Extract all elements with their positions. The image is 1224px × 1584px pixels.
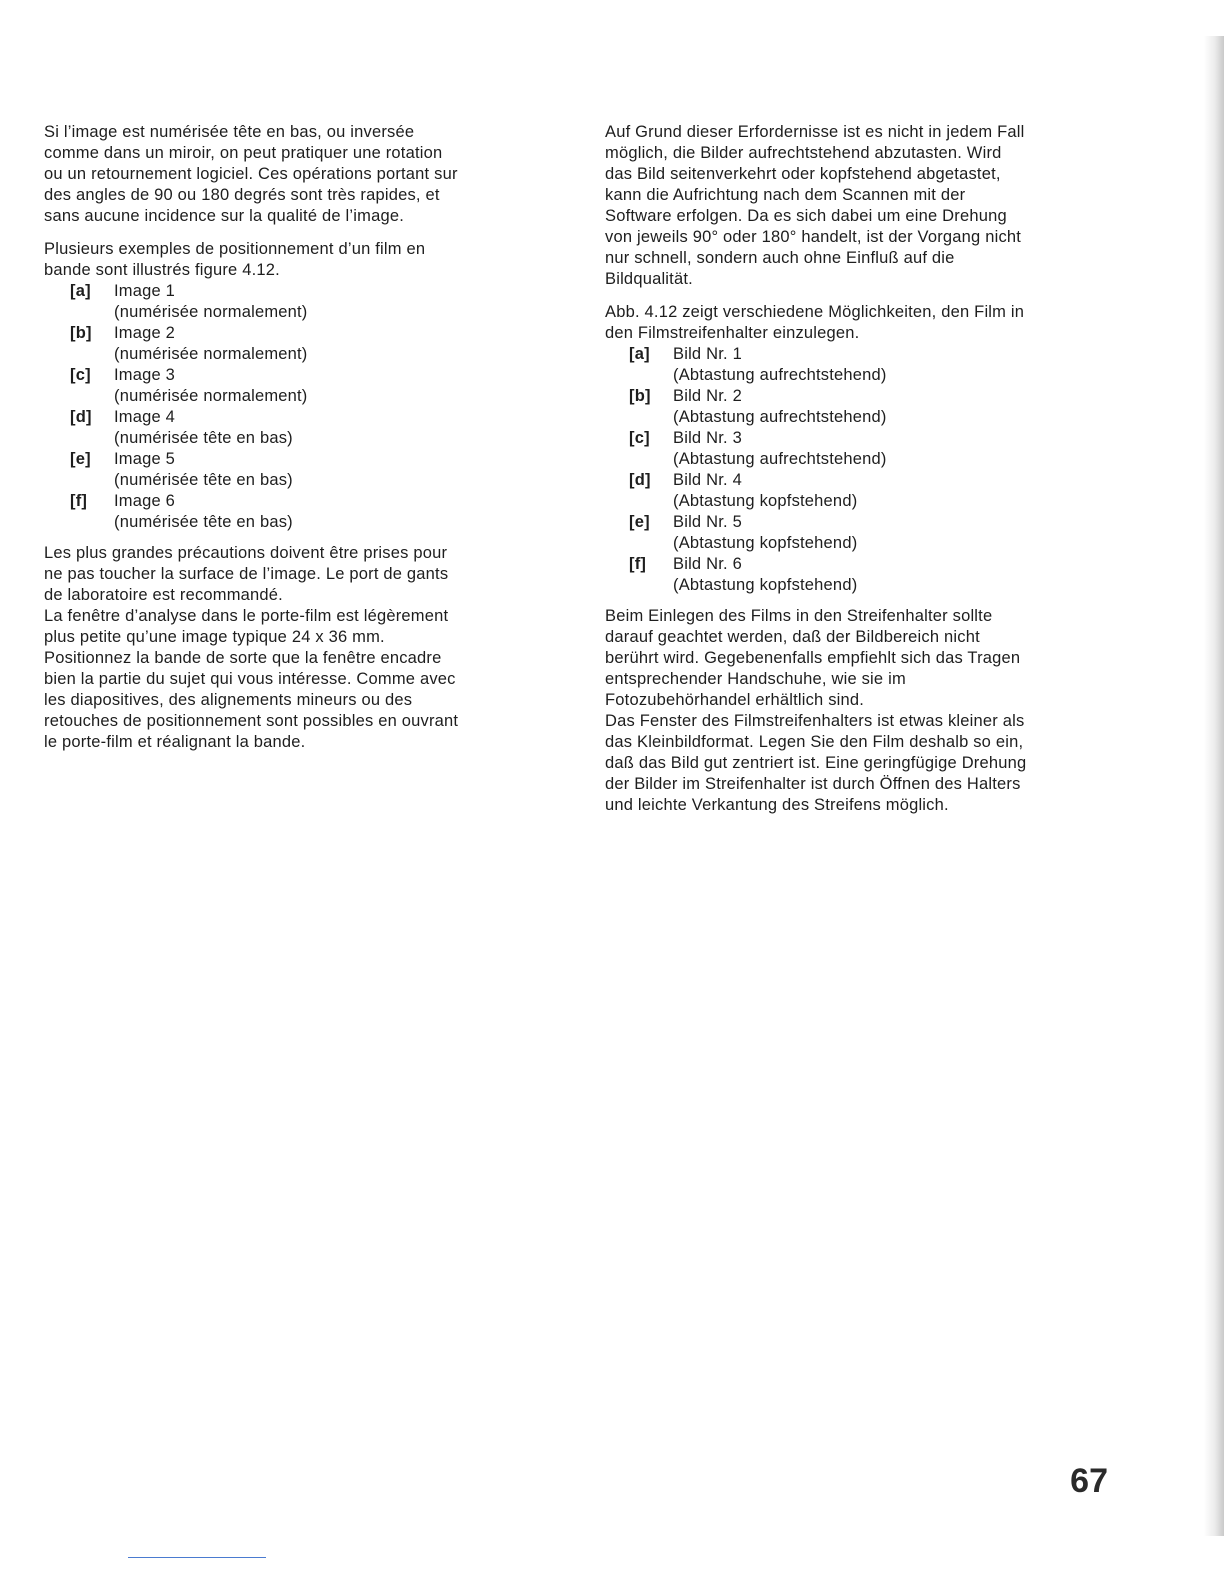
item-tag: [b] [629, 387, 651, 405]
text-line: von jeweils 90° oder 180° handelt, ist der Vorgang nicht [605, 228, 1022, 246]
text-line: de laboratoire est recommandé. [44, 586, 283, 604]
left-paragraph-examples-intro [44, 239, 564, 281]
item-label: Image 2 [114, 324, 176, 342]
item-label: Bild Nr. 5 [673, 513, 742, 531]
text-line: bien la partie du sujet qui vous intéresse. Comme avec [44, 670, 456, 688]
text-line: Abb. 4.12 zeigt verschiedene Möglichkeiten, den Film in [605, 303, 1025, 321]
right-paragraph-examples-intro [605, 302, 1125, 344]
text-line: Auf Grund dieser Erfordernisse ist es nicht in jedem Fall [605, 123, 1025, 141]
footer-rule [128, 1557, 266, 1558]
text-line: Plusieurs exemples de positionnement d’un film en [44, 240, 426, 258]
list-item [605, 428, 1125, 470]
list-item [605, 386, 1125, 428]
right-paragraph-handling [605, 606, 1125, 816]
item-label: Image 1 [114, 282, 176, 300]
list-item [44, 491, 564, 533]
list-item [605, 344, 1125, 386]
right-column-german [605, 122, 1125, 828]
list-item [44, 449, 564, 491]
text-line: kann die Aufrichtung nach dem Scannen mit der [605, 186, 966, 204]
text-line: darauf geachtet werden, daß der Bildbereich nicht [605, 628, 980, 646]
item-tag: [a] [629, 345, 650, 363]
item-tag: [c] [629, 429, 650, 447]
text-line: der Bilder im Streifenhalter ist durch Öffnen des Halters [605, 775, 1021, 793]
item-label: Bild Nr. 1 [673, 345, 742, 363]
text-line: plus petite qu’une image typique 24 x 36 mm. [44, 628, 385, 646]
text-line: das Bild seitenverkehrt oder kopfstehend abgetastet, [605, 165, 1001, 183]
item-note: (Abtastung aufrechtstehend) [673, 408, 887, 426]
text-line: entsprechender Handschuhe, wie sie im [605, 670, 906, 688]
page-edge-shadow [1204, 36, 1224, 1536]
text-line: und leichte Verkantung des Streifens möglich. [605, 796, 949, 814]
right-paragraph-rotation [605, 122, 1125, 290]
text-line: des angles de 90 ou 180 degrés sont très rapides, et [44, 186, 440, 204]
item-tag: [b] [70, 324, 92, 342]
item-label: Image 4 [114, 408, 176, 426]
item-note: (Abtastung kopfstehend) [673, 492, 858, 510]
list-item [605, 554, 1125, 596]
text-line: La fenêtre d’analyse dans le porte-film est légèrement [44, 607, 449, 625]
page-number: 67 [1070, 1462, 1108, 1500]
item-note: (numérisée tête en bas) [114, 513, 293, 531]
text-line: ou un retournement logiciel. Ces opérations portant sur [44, 165, 458, 183]
text-line: bande sont illustrés figure 4.12. [44, 261, 280, 279]
text-line: nur schnell, sondern auch ohne Einfluß auf die [605, 249, 955, 267]
item-label: Image 6 [114, 492, 176, 510]
text-line: berührt wird. Gegebenenfalls empfiehlt sich das Tragen [605, 649, 1021, 667]
right-example-list [605, 344, 1125, 596]
item-tag: [e] [629, 513, 650, 531]
item-tag: [f] [70, 492, 88, 510]
text-line: den Filmstreifenhalter einzulegen. [605, 324, 860, 342]
text-line: comme dans un miroir, on peut pratiquer une rotation [44, 144, 443, 162]
item-note: (Abtastung kopfstehend) [673, 576, 858, 594]
text-line: Bildqualität. [605, 270, 693, 288]
list-item [44, 281, 564, 323]
item-tag: [e] [70, 450, 91, 468]
text-line: le porte-film et réalignant la bande. [44, 733, 306, 751]
text-line: Software erfolgen. Da es sich dabei um eine Drehung [605, 207, 1007, 225]
item-tag: [d] [70, 408, 92, 426]
item-note: (Abtastung aufrechtstehend) [673, 366, 887, 384]
left-column-french [44, 122, 564, 765]
list-item [44, 407, 564, 449]
text-line: Fotozubehörhandel erhältlich sind. [605, 691, 865, 709]
left-paragraph-handling [44, 543, 564, 753]
item-note: (numérisée normalement) [114, 387, 308, 405]
item-note: (numérisée tête en bas) [114, 471, 293, 489]
text-line: Si l’image est numérisée tête en bas, ou inversée [44, 123, 415, 141]
list-item [44, 323, 564, 365]
item-label: Image 5 [114, 450, 176, 468]
item-note: (numérisée tête en bas) [114, 429, 293, 447]
left-example-list [44, 281, 564, 533]
item-label: Bild Nr. 2 [673, 387, 742, 405]
text-line: Positionnez la bande de sorte que la fenêtre encadre [44, 649, 442, 667]
list-item [605, 512, 1125, 554]
text-line: möglich, die Bilder aufrechtstehend abzutasten. Wird [605, 144, 1002, 162]
item-tag: [d] [629, 471, 651, 489]
item-tag: [c] [70, 366, 91, 384]
text-line: sans aucune incidence sur la qualité de l’image. [44, 207, 404, 225]
text-line: Das Fenster des Filmstreifenhalters ist etwas kleiner als [605, 712, 1025, 730]
item-note: (Abtastung aufrechtstehend) [673, 450, 887, 468]
text-line: les diapositives, des alignements mineurs ou des [44, 691, 413, 709]
item-tag: [f] [629, 555, 647, 573]
item-label: Bild Nr. 3 [673, 429, 742, 447]
text-line: Beim Einlegen des Films in den Streifenhalter sollte [605, 607, 993, 625]
item-note: (numérisée normalement) [114, 345, 308, 363]
item-label: Bild Nr. 4 [673, 471, 742, 489]
item-note: (Abtastung kopfstehend) [673, 534, 858, 552]
text-line: ne pas toucher la surface de l’image. Le port de gants [44, 565, 449, 583]
text-line: das Kleinbildformat. Legen Sie den Film deshalb so ein, [605, 733, 1024, 751]
list-item [44, 365, 564, 407]
item-label: Image 3 [114, 366, 176, 384]
item-tag: [a] [70, 282, 91, 300]
left-paragraph-rotation [44, 122, 564, 227]
item-label: Bild Nr. 6 [673, 555, 742, 573]
text-line: retouches de positionnement sont possibles en ouvrant [44, 712, 459, 730]
list-item [605, 470, 1125, 512]
text-line: Les plus grandes précautions doivent être prises pour [44, 544, 448, 562]
text-line: daß das Bild gut zentriert ist. Eine geringfügige Drehung [605, 754, 1027, 772]
item-note: (numérisée normalement) [114, 303, 308, 321]
